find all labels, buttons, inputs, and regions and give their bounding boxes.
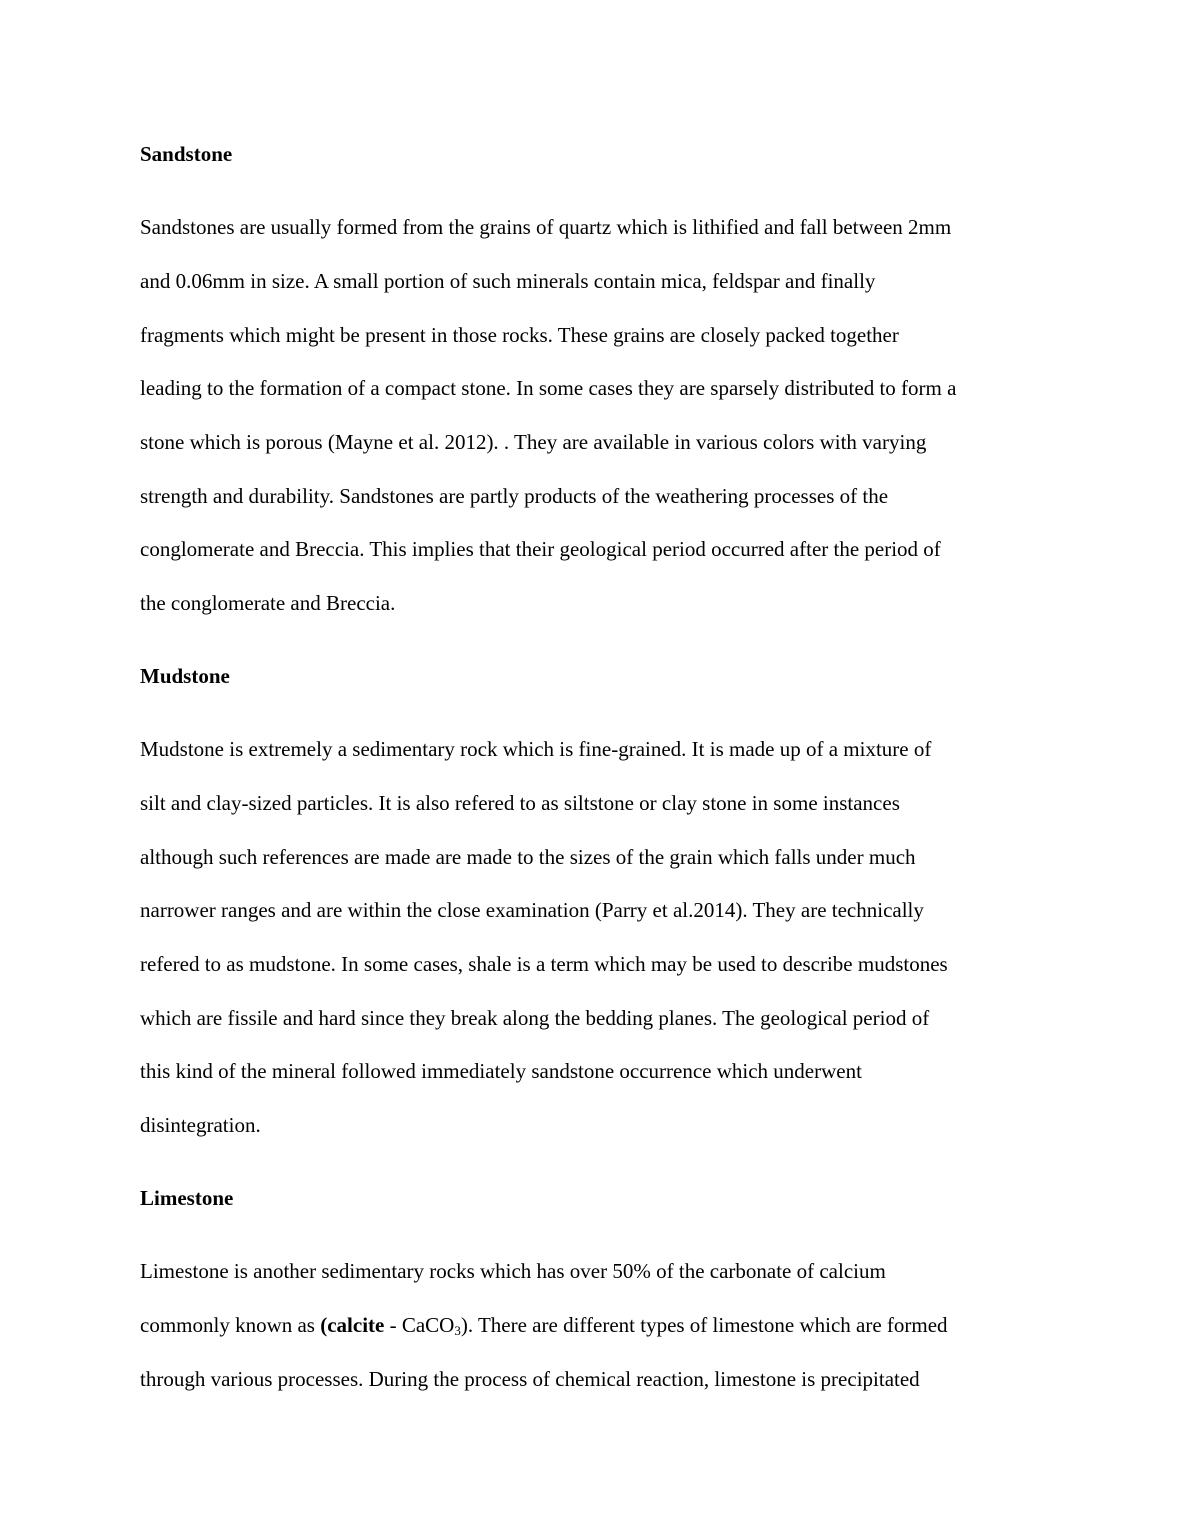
limestone-line-2 <box>140 1312 948 1338</box>
formula-text: - CaCO <box>384 1313 455 1337</box>
mudstone-line-5: refered to as mudstone. In some cases, shale is a term which may be used to describe mudstones <box>140 952 948 976</box>
sandstone-line-5: stone which is porous (Mayne et al. 2012). . They are available in various colors with varying <box>140 430 927 454</box>
limestone-line-3: through various processes. During the process of chemical reaction, limestone is precipitated <box>140 1367 920 1391</box>
sandstone-line-8: the conglomerate and Breccia. <box>140 591 396 615</box>
mudstone-line-4: narrower ranges and are within the close examination (Parry et al.2014). They are technically <box>140 898 924 922</box>
limestone-line-1: Limestone is another sedimentary rocks which has over 50% of the carbonate of calcium <box>140 1259 886 1283</box>
sandstone-line-2: and 0.06mm in size. A small portion of such minerals contain mica, feldspar and finally <box>140 269 876 293</box>
formula-subscript: 3 <box>454 1323 461 1338</box>
mudstone-line-3: although such references are made are made to the sizes of the grain which falls under much <box>140 845 916 869</box>
calcite-bold-term: (calcite <box>320 1313 385 1337</box>
sandstone-line-6: strength and durability. Sandstones are partly products of the weathering processes of the <box>140 484 889 508</box>
limestone-line-2-suffix: ). There are different types of limestone which are formed <box>460 1313 948 1337</box>
sandstone-line-1: Sandstones are usually formed from the grains of quartz which is lithified and fall between 2mm <box>140 215 952 239</box>
mudstone-line-2: silt and clay-sized particles. It is also refered to as siltstone or clay stone in some instances <box>140 791 900 815</box>
limestone-line-2-prefix: commonly known as <box>140 1313 321 1337</box>
sandstone-line-7: conglomerate and Breccia. This implies that their geological period occurred after the period of <box>140 537 941 561</box>
heading-limestone: Limestone <box>140 1186 234 1210</box>
mudstone-line-1: Mudstone is extremely a sedimentary rock which is fine-grained. It is made up of a mixture of <box>140 737 932 761</box>
heading-sandstone: Sandstone <box>140 142 233 166</box>
mudstone-line-8: disintegration. <box>140 1113 261 1137</box>
sandstone-line-3: fragments which might be present in those rocks. These grains are closely packed together <box>140 323 899 347</box>
mudstone-line-7: this kind of the mineral followed immediately sandstone occurrence which underwent <box>140 1059 862 1083</box>
mudstone-line-6: which are fissile and hard since they break along the bedding planes. The geological period of <box>140 1006 930 1030</box>
heading-mudstone: Mudstone <box>140 664 230 688</box>
sandstone-line-4: leading to the formation of a compact stone. In some cases they are sparsely distributed to form a <box>140 376 957 400</box>
